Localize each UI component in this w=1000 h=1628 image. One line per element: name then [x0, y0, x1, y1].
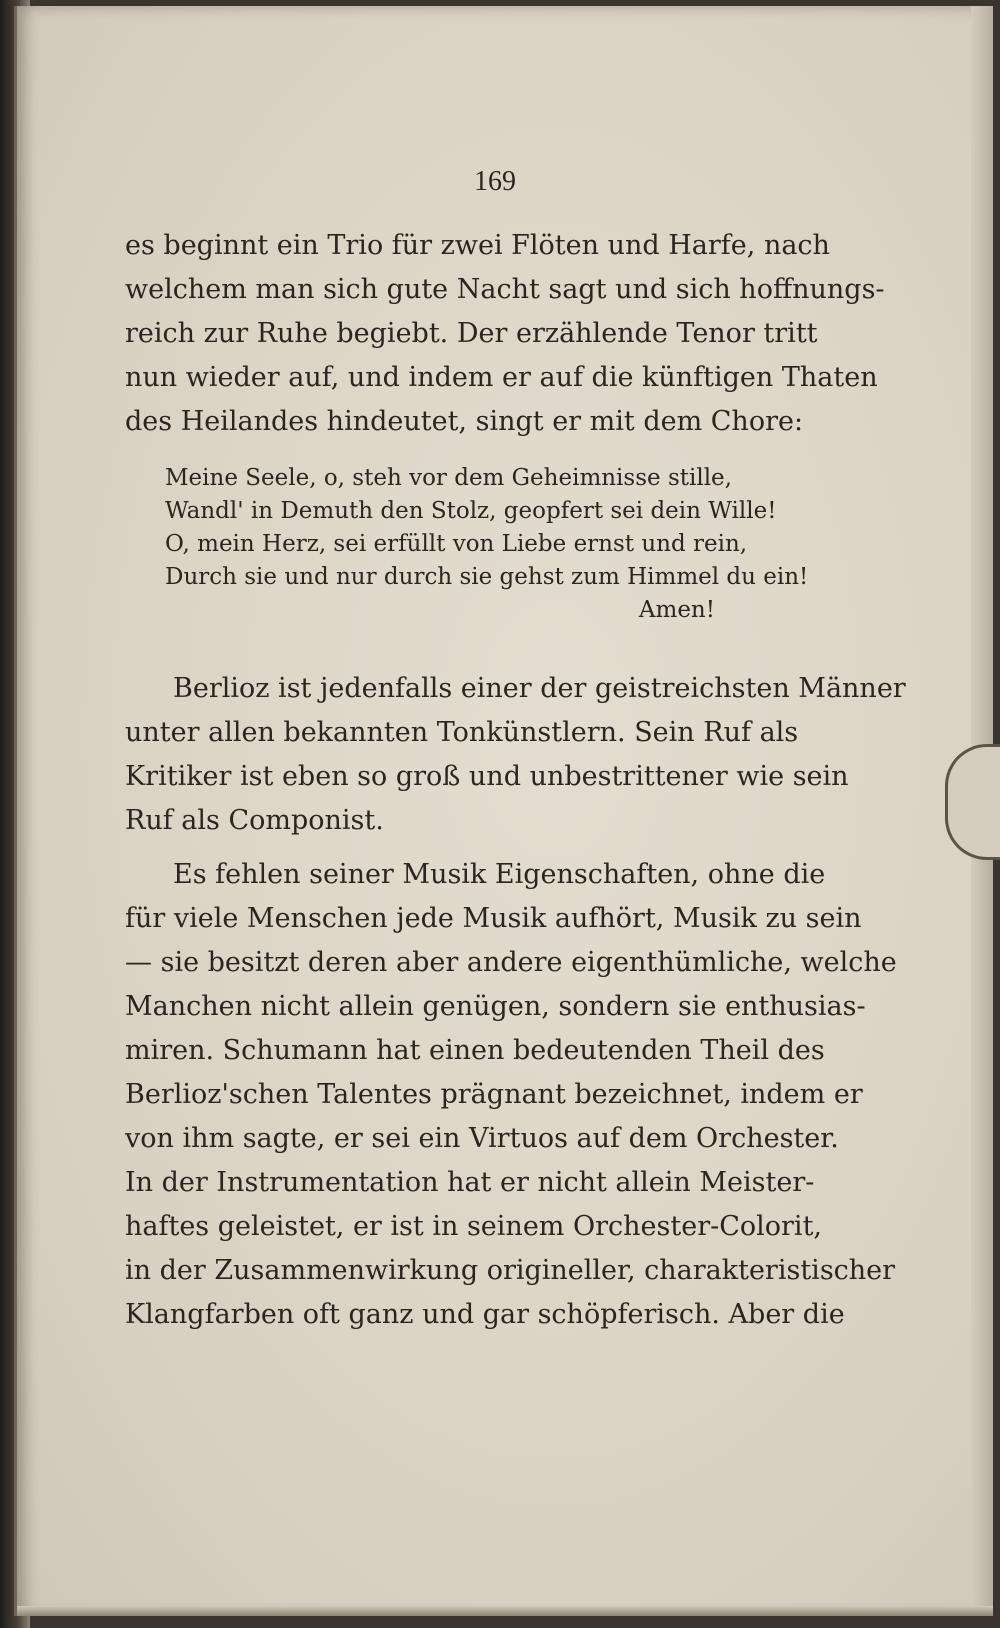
paragraph-2 [125, 667, 906, 843]
text-line: — sie besitzt deren aber andere eigenthümliche, welche [125, 947, 897, 978]
spacer [125, 843, 825, 853]
page-tab-marker [945, 744, 1000, 860]
text-line: Manchen nicht allein genügen, sondern sie enthusias- [125, 991, 866, 1022]
page-bottom-edge [17, 1606, 993, 1616]
text-line: reich zur Ruhe begiebt. Der erzählende Tenor tritt [125, 318, 818, 349]
text-line: haftes geleistet, er ist in seinem Orchester-Colorit, [125, 1211, 823, 1242]
verse-amen: Amen! [638, 597, 715, 623]
text-line: in der Zusammenwirkung origineller, charakteristischer [125, 1255, 896, 1286]
text-line: Kritiker ist eben so groß und unbestrittener wie sein [125, 761, 849, 792]
text-line: nun wieder auf, und indem er auf die künftigen Thaten [125, 362, 878, 393]
text-line: Ruf als Componist. [125, 805, 384, 836]
paragraph-3 [125, 853, 897, 1337]
text-line: es beginnt ein Trio für zwei Flöten und Harfe, nach [125, 230, 830, 261]
text-line: welchem man sich gute Nacht sagt und sich hoffnungs- [125, 274, 885, 305]
verse-line: O, mein Herz, sei erfüllt von Liebe ernst und rein, [165, 531, 748, 557]
text-line: unter allen bekannten Tonkünstlern. Sein Ruf als [125, 717, 799, 748]
verse-line: Meine Seele, o, steh vor dem Geheimnisse stille, [165, 465, 732, 491]
page-text [125, 166, 906, 1337]
text-line: In der Instrumentation hat er nicht allein Meister- [125, 1167, 815, 1198]
text-line: Berlioz'schen Talentes prägnant bezeichnet, indem er [125, 1079, 863, 1110]
page-number: 169 [474, 166, 516, 197]
text-line: Es fehlen seiner Musik Eigenschaften, ohne die [173, 859, 826, 890]
book-page [14, 6, 993, 1616]
paragraph-1 [125, 224, 885, 444]
text-line: für viele Menschen jede Musik aufhört, Musik zu sein [125, 903, 862, 934]
verse-quote [165, 462, 825, 594]
text-line: Klangfarben oft ganz und gar schöpferisch. Aber die [125, 1299, 845, 1330]
text-line: des Heilandes hindeutet, singt er mit dem Chore: [125, 406, 804, 437]
text-line: von ihm sagte, er sei ein Virtuos auf dem Orchester. [125, 1123, 839, 1154]
spacer [125, 627, 825, 667]
text-line: miren. Schumann hat einen bedeutenden Theil des [125, 1035, 825, 1066]
text-line: Berlioz ist jedenfalls einer der geistreichsten Männer [173, 673, 906, 704]
verse-line: Durch sie und nur durch sie gehst zum Himmel du ein! [165, 564, 809, 590]
verse-line: Wandl' in Demuth den Stolz, geopfert sei dein Wille! [165, 498, 777, 524]
